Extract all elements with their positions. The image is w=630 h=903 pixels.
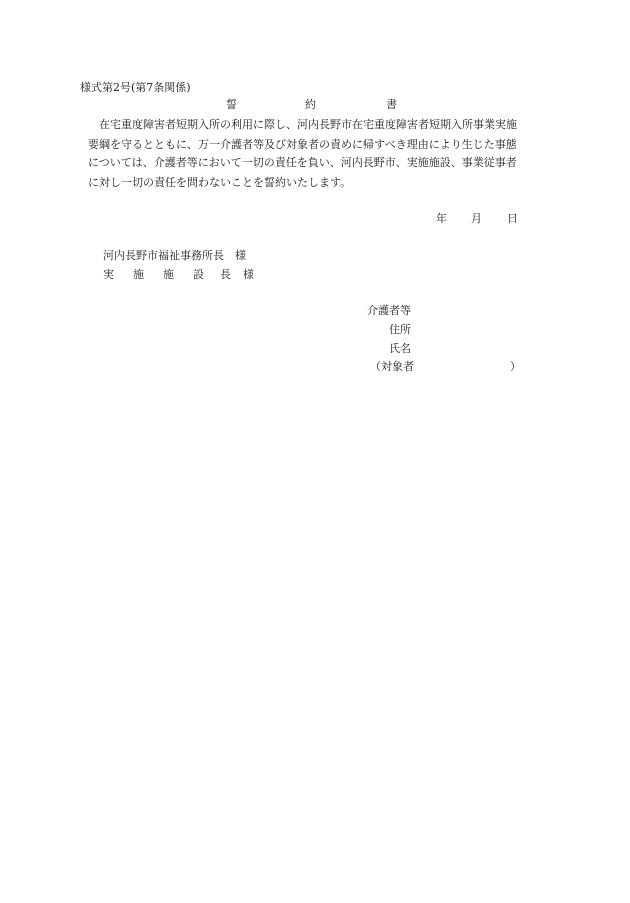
facility-char-6: 様 bbox=[243, 268, 254, 281]
signatory-subject-open: （対象者 bbox=[370, 360, 414, 373]
title-char-1: 誓 bbox=[226, 98, 237, 111]
date-month: 月 bbox=[471, 212, 482, 225]
date-day: 日 bbox=[507, 212, 518, 225]
body-line-2: 要綱を守るとともに、万一介護者等及び対象者の責めに帰すべき理由により生じた事態 bbox=[88, 138, 517, 151]
signatory-heading: 介護者等 bbox=[367, 304, 411, 317]
title-char-3: 書 bbox=[386, 98, 397, 111]
signatory-subject-close: ） bbox=[510, 360, 521, 373]
body-line-1: 在宅重度障害者短期入所の利用に際し、河内長野市在宅重度障害者短期入所事業実施 bbox=[88, 118, 517, 131]
form-number-label: 様式第2号(第7条関係) bbox=[80, 81, 191, 94]
body-line-3: については、介護者等において一切の責任を負い、河内長野市、実施施設、事業従事者 bbox=[88, 156, 517, 169]
facility-char-1: 実 bbox=[103, 268, 114, 281]
facility-char-4: 設 bbox=[193, 268, 204, 281]
addressee-office: 河内長野市福祉事務所長 様 bbox=[103, 249, 246, 262]
title-char-2: 約 bbox=[305, 98, 316, 111]
signatory-address-label: 住所 bbox=[389, 323, 411, 336]
date-year: 年 bbox=[436, 212, 447, 225]
facility-char-2: 施 bbox=[133, 268, 144, 281]
signatory-name-label: 氏名 bbox=[389, 342, 411, 355]
facility-char-5: 長 bbox=[220, 268, 231, 281]
body-line-4: に対し一切の責任を問わないことを誓約いたします。 bbox=[88, 176, 352, 189]
facility-char-3: 施 bbox=[163, 268, 174, 281]
